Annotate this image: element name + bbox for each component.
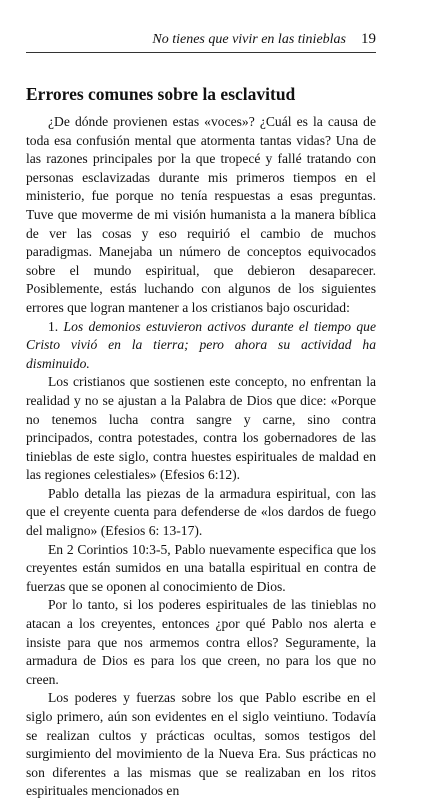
paragraph-armor: Pablo detalla las piezas de la armadura espiritual, con las que el creyente cuenta para defenderse de «los dardos de fuego del maligno» (Efesios 6: 13-17). [26,485,376,539]
paragraph-intro: ¿De dónde provienen estas «voces»? ¿Cuál es la causa de toda esa confusión mental que atormenta tantas vidas? Una de las razones principales por la que tropecé y fallé tratando con personas esclavizadas durante mis primeros tiempos en el ministerio, fue porque no tenía respuestas a esas preguntas. Tuve que moverme de mi visión humanista a la manera bíblica de ver las cosas y eso requirió el cambio de muchos paradigmas. Manejaba un número de conceptos equivocados sobre el mundo espiritual, que debieron desaparecer. Posiblemente, estás luchando con algunos de los siguientes errores que logran mantener a los cristianos bajo oscuridad: [26,114,376,315]
book-page [26,30,376,799]
running-title: No tienes que vivir en las tinieblas [152,32,346,47]
paragraph-powers: Los poderes y fuerzas sobre los que Pablo escribe en el siglo primero, aún son evidentes en el siglo veintiuno. Todavía se realizan cultos y prácticas ocultas, somos testigos del surgimiento del movimiento de la Nueva Era. Sus prácticas no son diferentes a las mismas que se realizaban en los ritos espirituales mencionados en [26,690,376,799]
page-number: 19 [361,31,376,47]
paragraph-ephesians-6-12: Los cristianos que sostienen este concepto, no enfrentan la realidad y no se ajustan a la Palabra de Dios que dice: «Porque no tenemos lucha contra sangre y carne, sino contra principados, contra potestades, contra los gobernadores de las tinieblas de este siglo, contra huestes espirituales de maldad en las regiones celestiales» (Efesios 6:12). [26,374,376,483]
running-header [26,30,376,53]
section-heading: Errores comunes sobre la esclavitud [26,84,296,104]
error-item-number: 1. [48,318,59,334]
paragraph-corinthians: En 2 Corintios 10:3-5, Pablo nuevamente especifica que los creyentes están sumidos en una batalla espiritual en contra de fuerzas que se oponen al conocimiento de Dios. [26,541,376,594]
error-item-text: Los demonios estuvieron activos durante el tiempo que Cristo vivió en la tierra; pero ahora su actividad ha disminuido. [26,318,376,371]
paragraph-therefore: Por lo tanto, si los poderes espirituales de las tinieblas no atacan a los creyentes, entonces ¿por qué Pablo nos alerta e insiste para que nos armemos contra ellos? Seguramente, la armadura de Dios es para los que creen, no para los que no creen. [26,597,376,687]
error-item-1 [26,318,376,374]
